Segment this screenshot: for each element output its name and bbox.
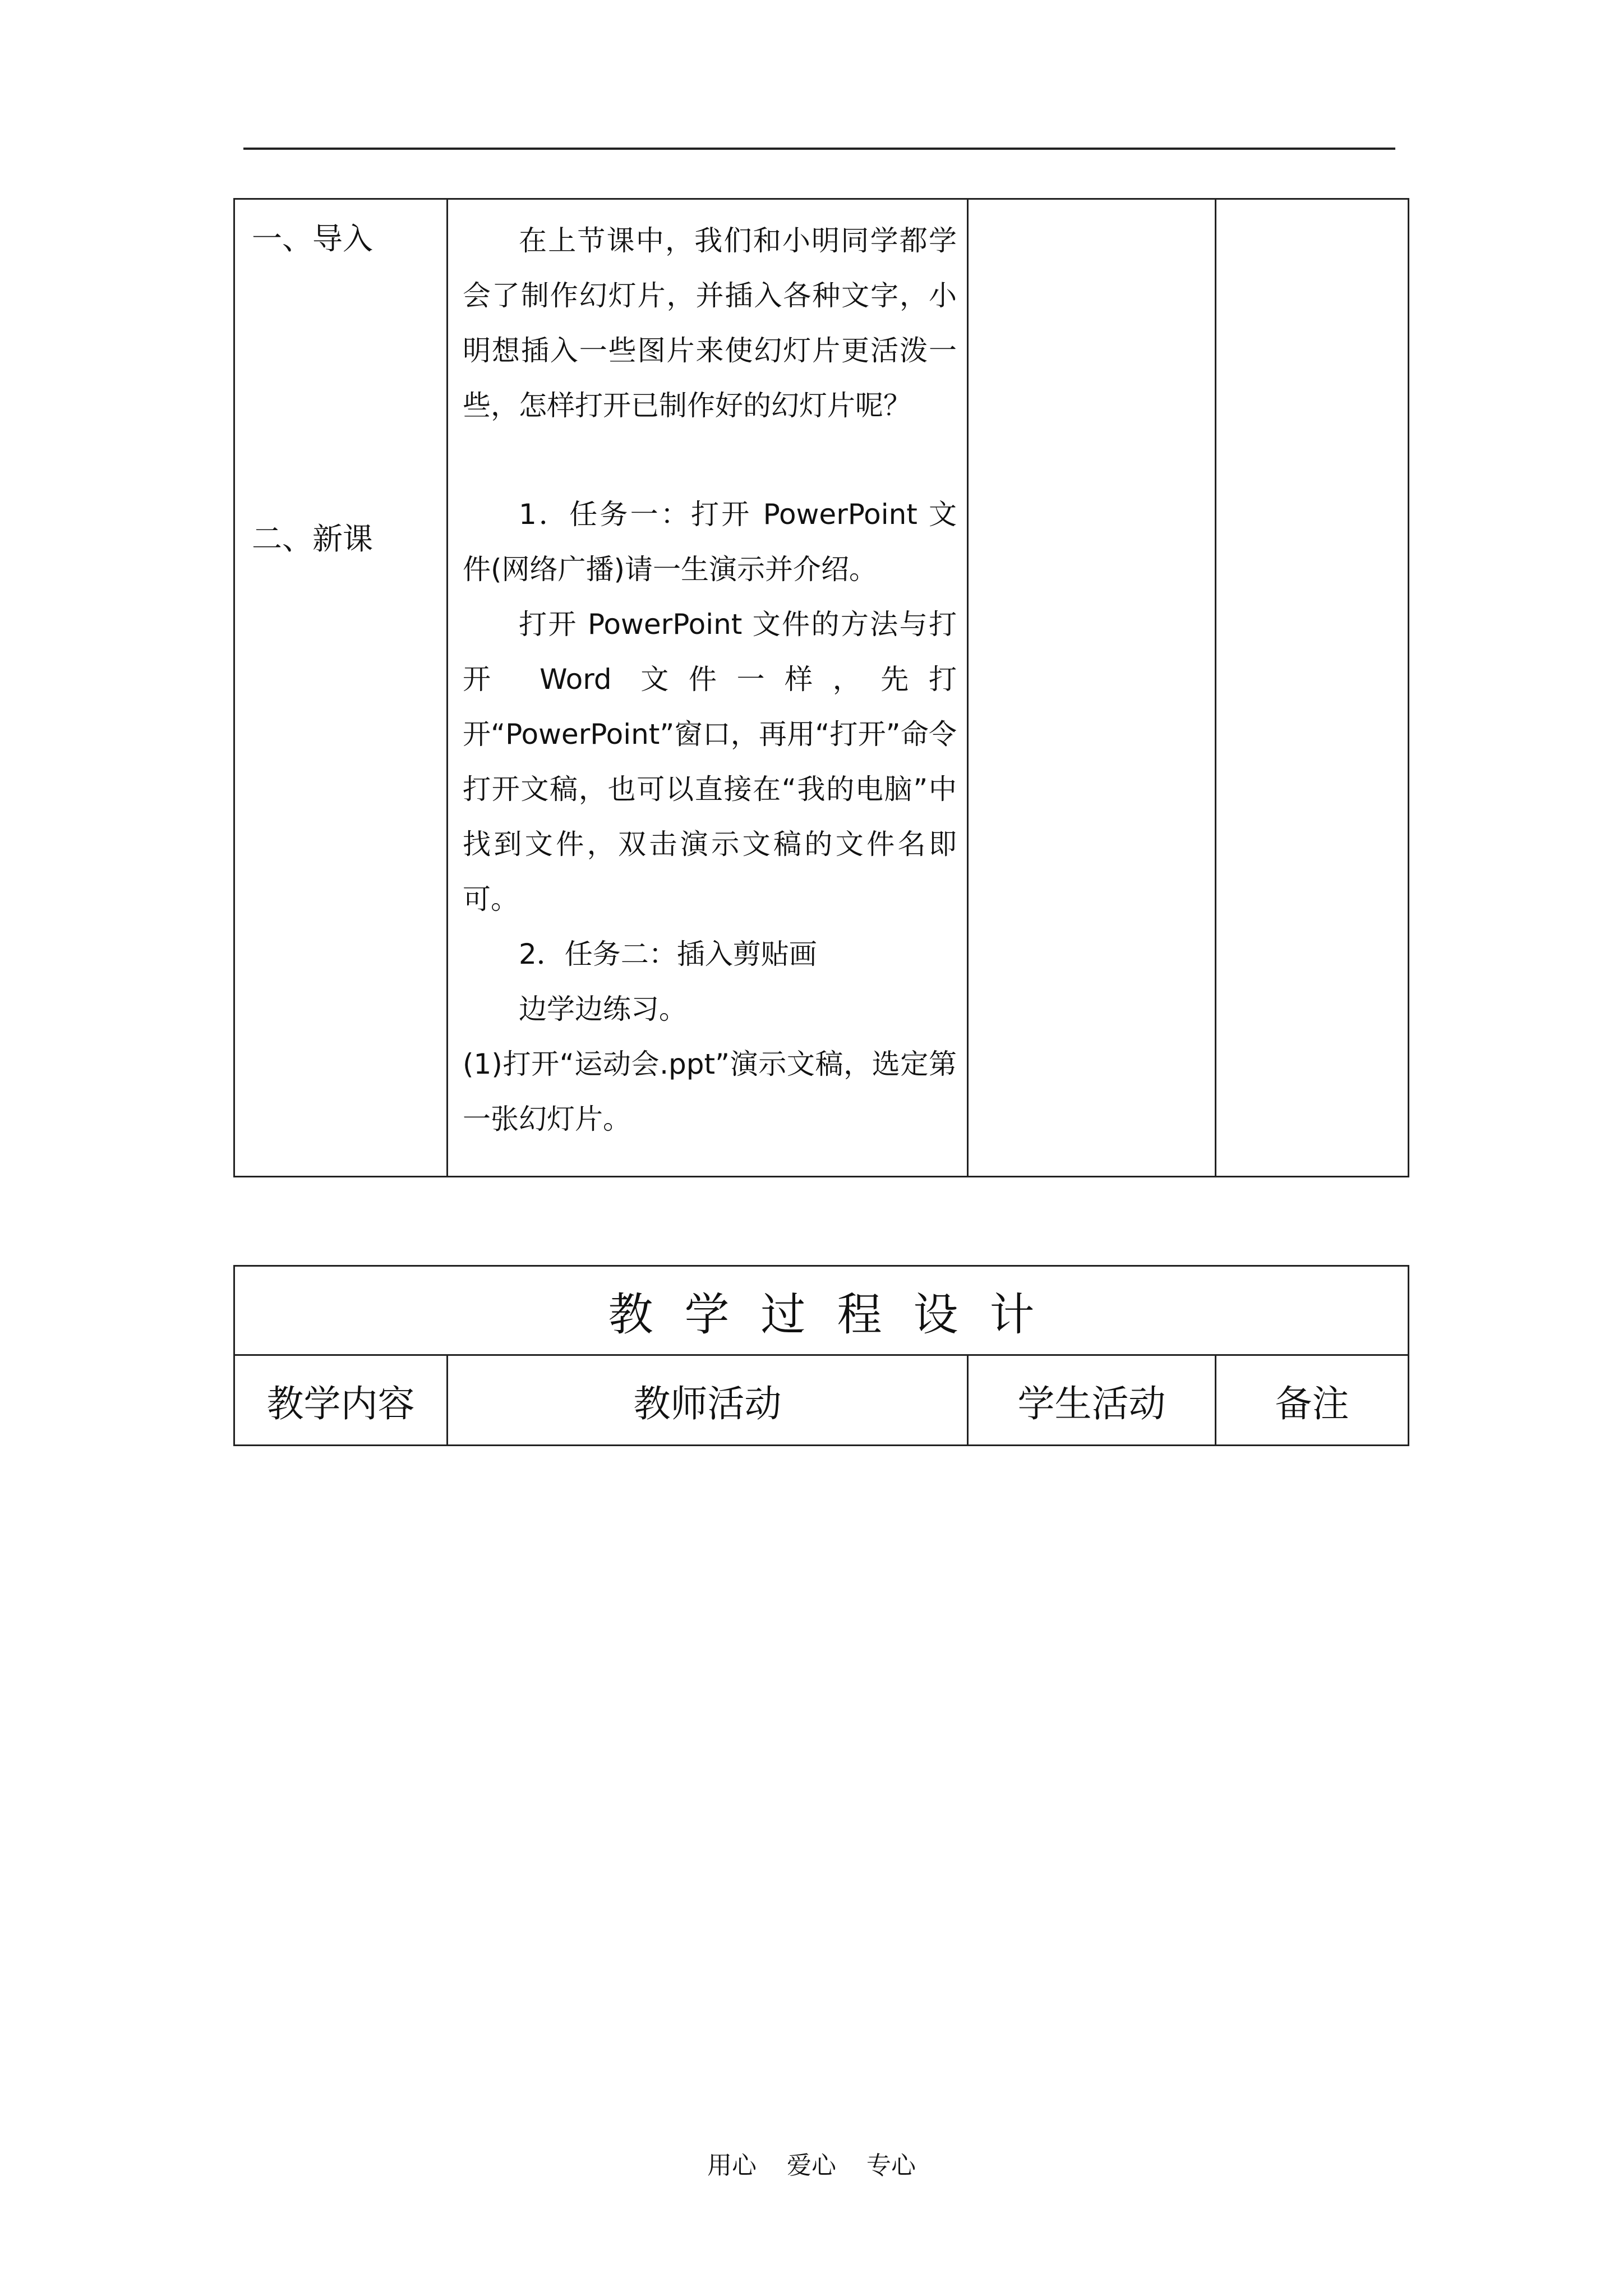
step1-paragraph: (1)打开“运动会.ppt”演示文稿，选定第一张幻灯片。 [463,1048,957,1135]
page-footer: 用心 爱心 专心 [707,2151,916,2180]
task1-body: 打开 PowerPoint 文件的方法与打开 Word 文件一样，先打开“PowerPoint”窗口，再用“打开”命令打开文稿，也可以直接在“我的电脑”中找到文件，双击演示文稿的文件名即可。 [463,608,957,915]
table-row [234,1266,1409,1355]
task2-heading: 2．任务二：插入剪贴画 [519,938,817,970]
header-student-activity: 学生活动 [968,1355,1216,1446]
design-table-title: 教学过程设计 [234,1266,1409,1355]
table-row [234,199,1409,1177]
task2-note: 边学边练习。 [519,993,687,1025]
section-title-intro: 一、导入 [252,221,373,256]
teacher-activity-cell [448,199,968,1177]
header-teaching-content: 教学内容 [234,1355,448,1446]
notes-cell [1216,199,1409,1177]
header-teacher-activity: 教师活动 [448,1355,968,1446]
design-table [233,1265,1409,1446]
header-rule [243,148,1395,150]
table-header-row [234,1355,1409,1446]
intro-paragraph: 在上节课中，我们和小明同学都学会了制作幻灯片，并插入各种文字，小明想插入一些图片来使幻灯片更活泼一些，怎样打开已制作好的幻灯片呢？ [463,224,957,422]
content-cell [234,199,448,1177]
student-activity-cell [968,199,1216,1177]
header-notes: 备注 [1216,1355,1409,1446]
lesson-table [233,198,1409,1177]
section-title-new-lesson: 二、新课 [252,521,373,556]
task1-heading: 1．任务一：打开 PowerPoint 文件(网络广播)请一生演示并介绍。 [463,498,957,586]
